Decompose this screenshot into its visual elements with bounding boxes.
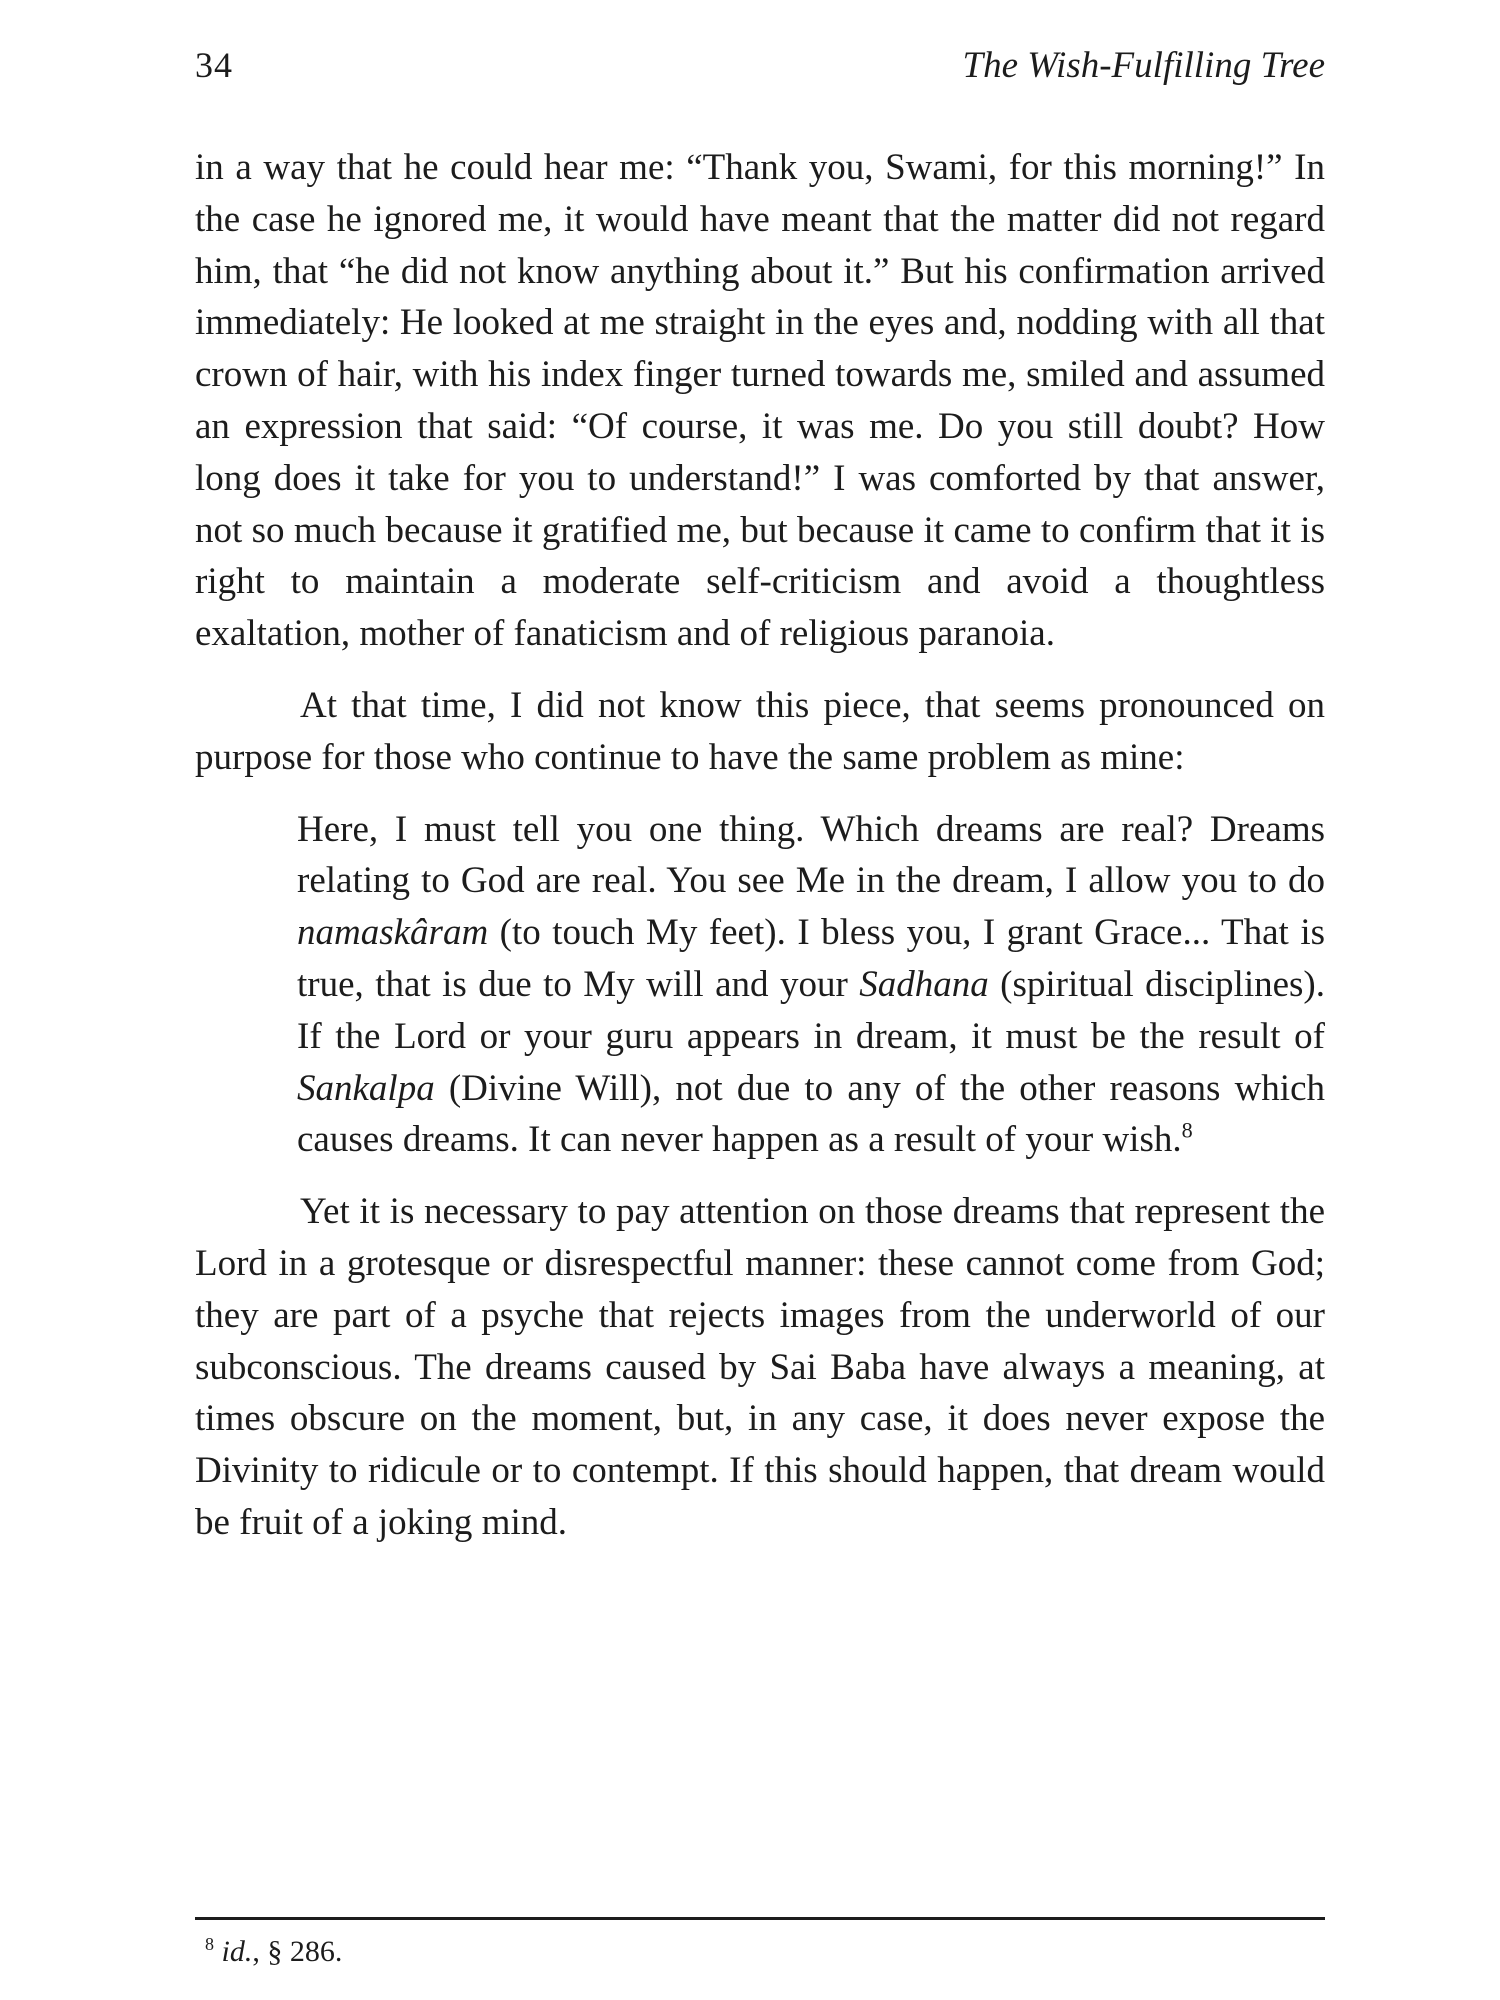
block-quote bbox=[297, 804, 1325, 1167]
quote-part-4: (Divine Will), not due to any of the other reasons which causes dreams. It can never happen as a result of your wish. bbox=[297, 1067, 1325, 1161]
main-text bbox=[195, 142, 1325, 1549]
footnote-source: id. bbox=[221, 1935, 253, 1968]
quote-part-2: (to touch My feet). I bless you, I grant Grace... That is true, that is due to My will and your bbox=[297, 912, 1325, 1005]
page-number: 34 bbox=[195, 45, 233, 85]
quote-part-3: (spiritual disciplines). If the Lord or your guru appears in dream, it must be the result of bbox=[297, 963, 1325, 1057]
paragraph-1: in a way that he could hear me: “Thank you, Swami, for this morning!” In the case he ignored me, it would have meant that the matter did not regard him, that “he did not know anything about it.” But his confirmation arrived immediately: He looked at me straight in the eyes and, nodding with all that crown of hair, with his index finger turned towards me, smiled and assumed an expression that said: “Of course, it was me. Do you still doubt? How long does it take for you to understand!” I was comforted by that answer, not so much because it gratified me, but because it came to confirm that it is right to maintain a moderate self-criticism and avoid a thoughtless exaltation, mother of fanaticism and of religious paranoia. bbox=[195, 147, 1325, 655]
paragraph-3: Yet it is necessary to pay attention on those dreams that represent the Lord in a grotesque or disrespectful manner: these cannot come from God; they are part of a psyche that rejects images from the underworld of our subconscious. The dreams caused by Sai Baba have always a meaning, at times obscure on the moment, but, in any case, it does never expose the Divinity to ridicule or to contempt. If this should happen, that dream would be fruit of a joking mind. bbox=[195, 1191, 1325, 1543]
running-title: The Wish-Fulfilling Tree bbox=[962, 45, 1325, 86]
footnote-rest: , § 286. bbox=[252, 1935, 343, 1968]
quote-part-1: Here, I must tell you one thing. Which dreams are real? Dreams relating to God are real. You see Me in the dream, I allow you to do bbox=[297, 808, 1325, 902]
footnote bbox=[205, 1935, 342, 1969]
quote-term-namaskaram: namaskâram bbox=[297, 912, 489, 954]
quote-term-sadhana: Sadhana bbox=[859, 963, 989, 1005]
quote-term-sankalpa: Sankalpa bbox=[297, 1067, 435, 1109]
page-header bbox=[195, 44, 1325, 94]
footnote-divider bbox=[195, 1917, 1325, 1920]
paragraph-2: At that time, I did not know this piece, that seems pronounced on purpose for those who continue to have the same problem as mine: bbox=[195, 684, 1325, 778]
footnote-number: 8 bbox=[205, 1934, 214, 1954]
footnote-reference: 8 bbox=[1181, 1118, 1193, 1144]
